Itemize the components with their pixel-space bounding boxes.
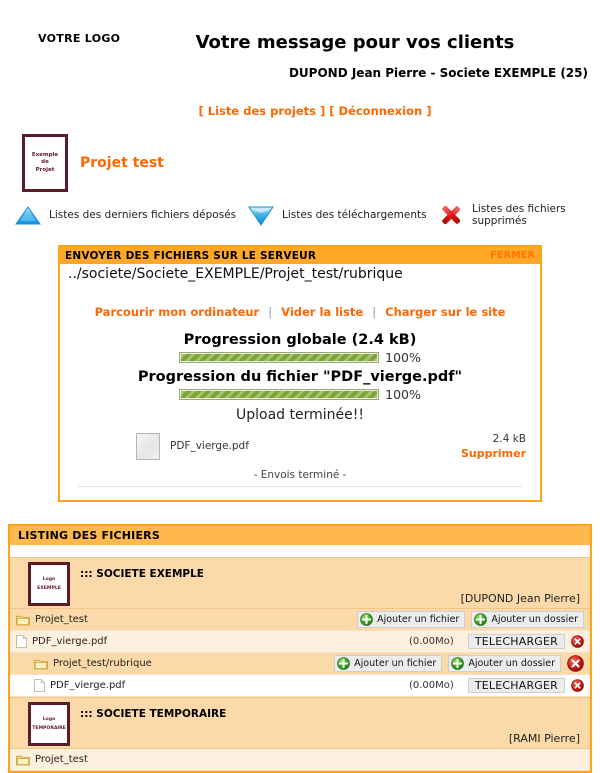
upload-panel-titlebar [60,247,540,264]
company-name: ::: SOCIETE TEMPORAIRE [80,708,227,720]
shortcut-row [0,202,600,236]
add-folder-button[interactable] [471,611,584,628]
add-file-button[interactable] [334,655,442,672]
company-owner: [DUPOND Jean Pierre] [460,592,580,605]
action-separator-2: | [372,305,377,319]
upload-panel-title: ENVOYER DES FICHIERS SUR LE SERVEUR [65,249,317,262]
folder-icon [34,658,48,670]
project-logo-line-2: de [41,159,49,166]
upload-panel [58,245,542,502]
row-label [10,614,88,626]
company-header [10,697,590,749]
table-row[interactable] [10,675,590,697]
upload-footer-note: - Envois terminé - [253,469,347,481]
upload-target-path: ../societe/Societe_EXEMPLE/Projet_test/rubrique [68,266,403,282]
page-title: Votre message pour vos clients [195,32,515,53]
global-progress-fill [181,354,377,361]
row-actions [409,631,584,652]
company-name: ::: SOCIETE EXEMPLE [80,568,204,580]
queued-file-name: PDF_vierge.pdf [170,440,249,452]
add-file-label: Ajouter un fichier [377,614,460,625]
company-logo [28,562,70,606]
listing-panel-titlebar [10,526,590,545]
row-actions [409,675,584,696]
red-cross-icon [437,202,465,228]
queued-file-size: 2.4 kB [492,433,526,445]
company-owner: [RAMI Pierre] [508,732,580,745]
listing-panel [8,524,592,773]
global-progress-bar [179,352,379,363]
brand-logo: VOTRE LOGO [38,32,121,45]
triangle-up-blue-icon [14,202,42,228]
delete-icon[interactable] [567,655,584,672]
add-file-label: Ajouter un fichier [354,658,437,669]
delete-icon[interactable] [571,679,584,692]
shortcut-recent-uploads[interactable] [14,202,236,228]
projects-list-link[interactable]: [ Liste des projets ] [198,104,326,118]
folder-icon [16,614,30,626]
folder-icon [16,754,30,766]
file-thumbnail-icon [136,433,160,460]
document-icon [34,679,45,692]
file-progress-line [60,387,540,402]
project-logo [22,134,68,192]
file-progress-label: Progression du fichier "PDF_vierge.pdf" [137,369,463,385]
company-logo [28,702,70,746]
top-nav [0,104,600,118]
upload-panel-bottom-pad [60,487,540,500]
add-plus-icon [451,657,464,670]
add-folder-label: Ajouter un dossier [468,658,555,669]
project-logo-line-1: Exemple [31,151,59,158]
project-name: Projet test [80,155,164,171]
global-progress-label: Progression globale (2.4 kB) [183,332,417,348]
add-folder-label: Ajouter un dossier [491,614,578,625]
company-logo-line-1: Logo [42,717,56,722]
company-header [10,557,590,609]
shortcut-label: Listes des téléchargements [282,209,427,221]
browse-computer-link[interactable]: Parcourir mon ordinateur [94,305,260,319]
document-icon [16,635,27,648]
row-label [10,658,152,670]
row-label [10,754,88,766]
add-folder-button[interactable] [448,655,561,672]
row-size: (0.00Mo) [408,636,454,647]
table-row[interactable] [10,749,590,771]
row-actions [357,609,584,630]
download-button[interactable]: TELECHARGER [468,678,565,693]
page-header [0,0,600,100]
upload-actions [60,305,540,319]
queued-file-row [60,431,540,469]
row-label [10,679,125,692]
company-logo-line-1: Logo [42,577,56,582]
upload-to-site-link[interactable]: Charger sur le site [385,305,506,319]
company-logo-line-2: TEMPORAIRE [32,726,66,731]
file-progress-block [60,369,540,402]
clear-list-link[interactable]: Vider la liste [281,305,364,319]
delete-icon[interactable] [571,635,584,648]
listing-top-spacer [10,545,590,557]
shortcut-label: Listes des fichiers supprimés [472,203,566,227]
project-row [0,134,600,202]
triangle-down-blue-icon [247,202,275,228]
file-progress-bar [179,389,379,400]
global-progress-block [60,332,540,365]
global-progress-line [60,350,540,365]
shortcut-label: Listes des derniers fichiers déposés [49,209,237,221]
table-row[interactable] [10,631,590,653]
row-size: (0.00Mo) [408,680,454,691]
row-label [10,635,107,648]
project-logo-line-3: Projet [35,166,55,173]
row-name: Projet_test [35,754,88,765]
add-file-button[interactable] [357,611,465,628]
company-logo-line-2: EXEMPLE [37,586,61,591]
shortcut-deleted-files[interactable] [437,202,600,228]
listing-body [10,557,590,771]
row-name: PDF_vierge.pdf [32,636,108,647]
listing-panel-title: LISTING DES FICHIERS [18,529,160,542]
queued-file-delete-link[interactable]: Supprimer [460,447,526,460]
logout-link[interactable]: [ Déconnexion ] [329,104,432,118]
add-plus-icon [474,613,487,626]
file-progress-percent: 100% [385,387,421,402]
row-name: Projet_test/rubrique [53,658,152,669]
download-button[interactable]: TELECHARGER [468,634,565,649]
upload-status-text: Upload terminée!! [236,407,364,423]
action-separator-1: | [268,305,273,319]
table-row[interactable] [10,653,590,675]
upload-close-button[interactable]: FERMER [490,250,535,261]
file-progress-fill [181,391,377,398]
row-actions [334,653,584,674]
table-row[interactable] [10,609,590,631]
row-name: Projet_test [35,614,88,625]
global-progress-percent: 100% [385,350,421,365]
row-name: PDF_vierge.pdf [50,680,126,691]
shortcut-downloads[interactable] [247,202,427,228]
add-plus-icon [360,613,373,626]
add-plus-icon [337,657,350,670]
current-user-label: DUPOND Jean Pierre - Societe EXEMPLE (25) [288,66,588,80]
